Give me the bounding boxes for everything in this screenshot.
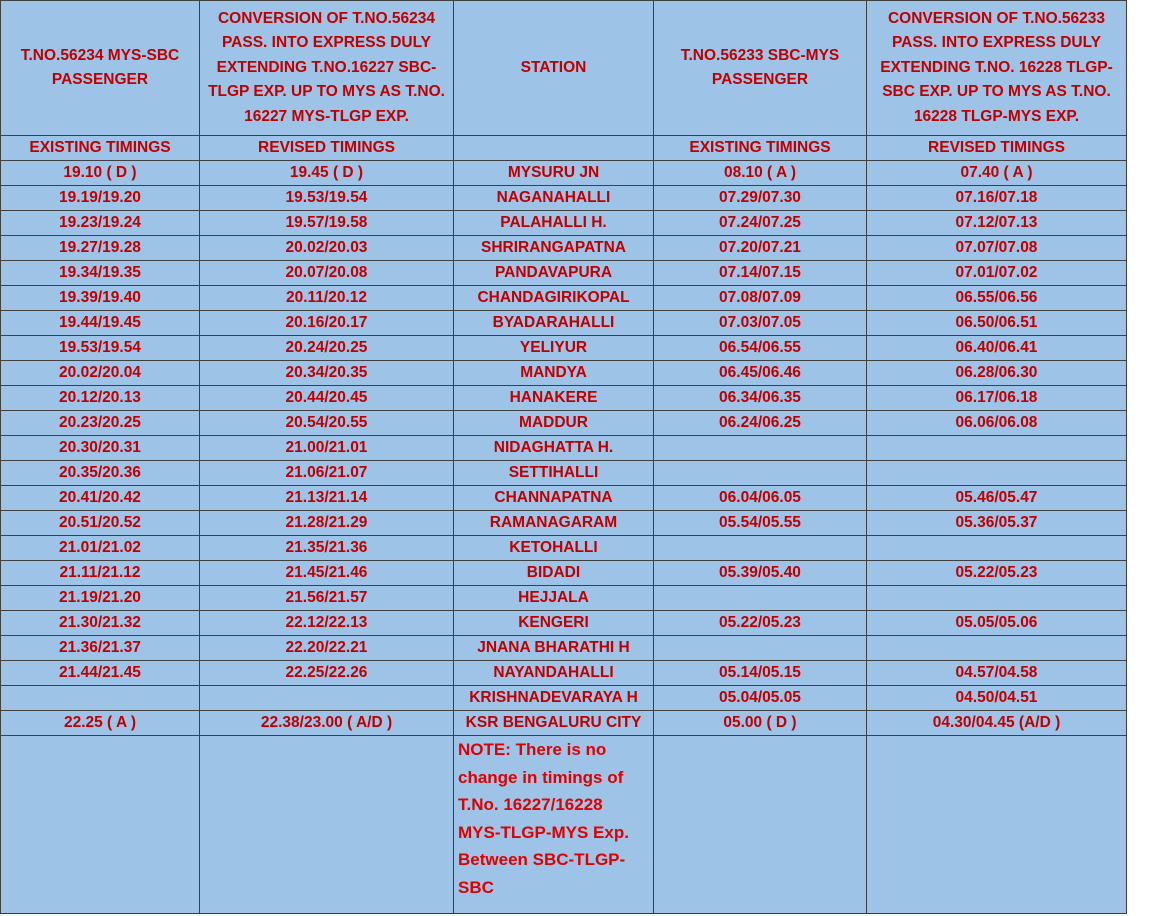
table-row	[1, 436, 1127, 461]
subheader-revised-timings: REVISED TIMINGS	[867, 136, 1127, 161]
revised-16228-cell: 04.30/04.45 (A/D )	[867, 711, 1127, 736]
existing-56234-cell: 20.41/20.42	[1, 486, 200, 511]
station-cell: MANDYA	[454, 361, 654, 386]
revised-16227-cell: 22.12/22.13	[200, 611, 454, 636]
station-cell: KRISHNADEVARAYA H	[454, 686, 654, 711]
existing-56234-cell: 20.35/20.36	[1, 461, 200, 486]
table-row	[1, 686, 1127, 711]
existing-56233-cell: 07.24/07.25	[654, 211, 867, 236]
existing-56234-cell: 20.30/20.31	[1, 436, 200, 461]
existing-56233-cell: 05.54/05.55	[654, 511, 867, 536]
station-cell: KENGERI	[454, 611, 654, 636]
station-cell: SETTIHALLI	[454, 461, 654, 486]
note-blank-cell	[654, 736, 867, 914]
subheader-blank	[454, 136, 654, 161]
existing-56233-cell	[654, 586, 867, 611]
existing-56234-cell: 21.01/21.02	[1, 536, 200, 561]
revised-16227-cell: 21.56/21.57	[200, 586, 454, 611]
subheader-existing-timings: EXISTING TIMINGS	[654, 136, 867, 161]
existing-56233-cell: 08.10 ( A )	[654, 161, 867, 186]
table-row	[1, 361, 1127, 386]
existing-56234-cell: 21.30/21.32	[1, 611, 200, 636]
revised-16228-cell	[867, 586, 1127, 611]
revised-16227-cell: 21.45/21.46	[200, 561, 454, 586]
table-row	[1, 261, 1127, 286]
revised-16228-cell	[867, 461, 1127, 486]
existing-56234-cell: 21.36/21.37	[1, 636, 200, 661]
station-cell: RAMANAGARAM	[454, 511, 654, 536]
revised-16228-cell: 07.12/07.13	[867, 211, 1127, 236]
revised-16227-cell: 20.54/20.55	[200, 411, 454, 436]
revised-16227-cell: 21.00/21.01	[200, 436, 454, 461]
revised-16228-cell: 05.46/05.47	[867, 486, 1127, 511]
revised-16228-cell: 06.50/06.51	[867, 311, 1127, 336]
station-cell: NAYANDAHALLI	[454, 661, 654, 686]
table-row	[1, 511, 1127, 536]
revised-16228-cell: 06.06/06.08	[867, 411, 1127, 436]
revised-16227-cell: 21.35/21.36	[200, 536, 454, 561]
existing-56234-cell	[1, 686, 200, 711]
table-row	[1, 661, 1127, 686]
note-blank-cell	[200, 736, 454, 914]
table-row	[1, 336, 1127, 361]
revised-16228-cell: 06.17/06.18	[867, 386, 1127, 411]
existing-56234-cell: 19.53/19.54	[1, 336, 200, 361]
table-row	[1, 286, 1127, 311]
existing-56233-cell	[654, 636, 867, 661]
header-existing-56233: T.NO.56233 SBC-MYS PASSENGER	[654, 1, 867, 136]
table-row	[1, 311, 1127, 336]
station-cell: PANDAVAPURA	[454, 261, 654, 286]
existing-56234-cell: 19.19/19.20	[1, 186, 200, 211]
revised-16228-cell: 05.22/05.23	[867, 561, 1127, 586]
revised-16227-cell	[200, 686, 454, 711]
subheader-revised-timings: REVISED TIMINGS	[200, 136, 454, 161]
table-row	[1, 711, 1127, 736]
table-row	[1, 536, 1127, 561]
existing-56233-cell: 06.45/06.46	[654, 361, 867, 386]
station-cell: CHANDAGIRIKOPAL	[454, 286, 654, 311]
station-cell: MADDUR	[454, 411, 654, 436]
existing-56234-cell: 19.10 ( D )	[1, 161, 200, 186]
existing-56234-cell: 19.27/19.28	[1, 236, 200, 261]
station-cell: BIDADI	[454, 561, 654, 586]
header-revised-16227: CONVERSION OF T.NO.56234 PASS. INTO EXPRESS DULY EXTENDING T.NO.16227 SBC-TLGP EXP. UP TO MYS AS T.NO. 16227 MYS-TLGP EXP.	[200, 1, 454, 136]
existing-56234-cell: 19.44/19.45	[1, 311, 200, 336]
revised-16228-cell: 07.07/07.08	[867, 236, 1127, 261]
revised-16227-cell: 20.24/20.25	[200, 336, 454, 361]
subheader-row	[1, 136, 1127, 161]
revised-16227-cell: 20.07/20.08	[200, 261, 454, 286]
revised-16228-cell: 07.40 ( A )	[867, 161, 1127, 186]
revised-16227-cell: 22.20/22.21	[200, 636, 454, 661]
header-row	[1, 1, 1127, 136]
existing-56233-cell: 05.14/05.15	[654, 661, 867, 686]
revised-16227-cell: 20.02/20.03	[200, 236, 454, 261]
existing-56234-cell: 21.19/21.20	[1, 586, 200, 611]
note-text: NOTE: There is no change in timings of T.No. 16227/16228 MYS-TLGP-MYS Exp. Between SBC-TLGP-SBC	[454, 736, 654, 914]
revised-16227-cell: 20.11/20.12	[200, 286, 454, 311]
station-cell: KETOHALLI	[454, 536, 654, 561]
station-cell: BYADARAHALLI	[454, 311, 654, 336]
revised-16228-cell: 06.40/06.41	[867, 336, 1127, 361]
existing-56233-cell: 07.08/07.09	[654, 286, 867, 311]
revised-16227-cell: 19.45 ( D )	[200, 161, 454, 186]
revised-16228-cell: 05.36/05.37	[867, 511, 1127, 536]
revised-16227-cell: 20.16/20.17	[200, 311, 454, 336]
existing-56233-cell: 06.24/06.25	[654, 411, 867, 436]
existing-56234-cell: 21.44/21.45	[1, 661, 200, 686]
existing-56233-cell: 05.00 ( D )	[654, 711, 867, 736]
station-cell: NAGANAHALLI	[454, 186, 654, 211]
table-row	[1, 386, 1127, 411]
station-cell: NIDAGHATTA H.	[454, 436, 654, 461]
existing-56234-cell: 20.51/20.52	[1, 511, 200, 536]
header-station: STATION	[454, 1, 654, 136]
existing-56233-cell	[654, 536, 867, 561]
table-row	[1, 411, 1127, 436]
station-cell: HEJJALA	[454, 586, 654, 611]
existing-56234-cell: 22.25 ( A )	[1, 711, 200, 736]
table-row	[1, 636, 1127, 661]
revised-16227-cell: 22.38/23.00 ( A/D )	[200, 711, 454, 736]
existing-56233-cell: 06.54/06.55	[654, 336, 867, 361]
revised-16228-cell: 05.05/05.06	[867, 611, 1127, 636]
existing-56234-cell: 19.39/19.40	[1, 286, 200, 311]
table-row	[1, 486, 1127, 511]
table-row	[1, 561, 1127, 586]
station-cell: CHANNAPATNA	[454, 486, 654, 511]
existing-56233-cell: 07.03/07.05	[654, 311, 867, 336]
existing-56233-cell: 05.22/05.23	[654, 611, 867, 636]
existing-56233-cell: 07.14/07.15	[654, 261, 867, 286]
table-row	[1, 586, 1127, 611]
revised-16228-cell: 04.57/04.58	[867, 661, 1127, 686]
note-blank-cell	[1, 736, 200, 914]
revised-16227-cell: 21.13/21.14	[200, 486, 454, 511]
existing-56233-cell: 06.34/06.35	[654, 386, 867, 411]
revised-16228-cell: 06.28/06.30	[867, 361, 1127, 386]
existing-56234-cell: 19.23/19.24	[1, 211, 200, 236]
existing-56233-cell: 07.29/07.30	[654, 186, 867, 211]
existing-56233-cell	[654, 461, 867, 486]
existing-56233-cell: 05.04/05.05	[654, 686, 867, 711]
note-row	[1, 736, 1127, 914]
station-cell: SHRIRANGAPATNA	[454, 236, 654, 261]
existing-56234-cell: 19.34/19.35	[1, 261, 200, 286]
existing-56233-cell: 07.20/07.21	[654, 236, 867, 261]
revised-16227-cell: 20.44/20.45	[200, 386, 454, 411]
station-cell: MYSURU JN	[454, 161, 654, 186]
revised-16227-cell: 21.28/21.29	[200, 511, 454, 536]
revised-16228-cell: 06.55/06.56	[867, 286, 1127, 311]
subheader-existing-timings: EXISTING TIMINGS	[1, 136, 200, 161]
revised-16227-cell: 21.06/21.07	[200, 461, 454, 486]
revised-16228-cell	[867, 436, 1127, 461]
existing-56233-cell: 05.39/05.40	[654, 561, 867, 586]
existing-56233-cell: 06.04/06.05	[654, 486, 867, 511]
existing-56234-cell: 20.02/20.04	[1, 361, 200, 386]
table-row	[1, 161, 1127, 186]
station-cell: PALAHALLI H.	[454, 211, 654, 236]
revised-16228-cell	[867, 536, 1127, 561]
header-revised-16228: CONVERSION OF T.NO.56233 PASS. INTO EXPRESS DULY EXTENDING T.NO. 16228 TLGP-SBC EXP. UP TO MYS AS T.NO. 16228 TLGP-MYS EXP.	[867, 1, 1127, 136]
revised-16228-cell: 07.01/07.02	[867, 261, 1127, 286]
table-row	[1, 611, 1127, 636]
existing-56234-cell: 20.23/20.25	[1, 411, 200, 436]
table-row	[1, 186, 1127, 211]
table-row	[1, 236, 1127, 261]
table-row	[1, 461, 1127, 486]
revised-16227-cell: 20.34/20.35	[200, 361, 454, 386]
header-existing-56234: T.NO.56234 MYS-SBC PASSENGER	[1, 1, 200, 136]
revised-16228-cell: 04.50/04.51	[867, 686, 1127, 711]
revised-16227-cell: 22.25/22.26	[200, 661, 454, 686]
station-cell: JNANA BHARATHI H	[454, 636, 654, 661]
existing-56233-cell	[654, 436, 867, 461]
station-cell: YELIYUR	[454, 336, 654, 361]
revised-16228-cell	[867, 636, 1127, 661]
station-cell: KSR BENGALURU CITY	[454, 711, 654, 736]
station-cell: HANAKERE	[454, 386, 654, 411]
existing-56234-cell: 21.11/21.12	[1, 561, 200, 586]
revised-16227-cell: 19.53/19.54	[200, 186, 454, 211]
table-row	[1, 211, 1127, 236]
revised-16227-cell: 19.57/19.58	[200, 211, 454, 236]
note-blank-cell	[867, 736, 1127, 914]
revised-16228-cell: 07.16/07.18	[867, 186, 1127, 211]
existing-56234-cell: 20.12/20.13	[1, 386, 200, 411]
